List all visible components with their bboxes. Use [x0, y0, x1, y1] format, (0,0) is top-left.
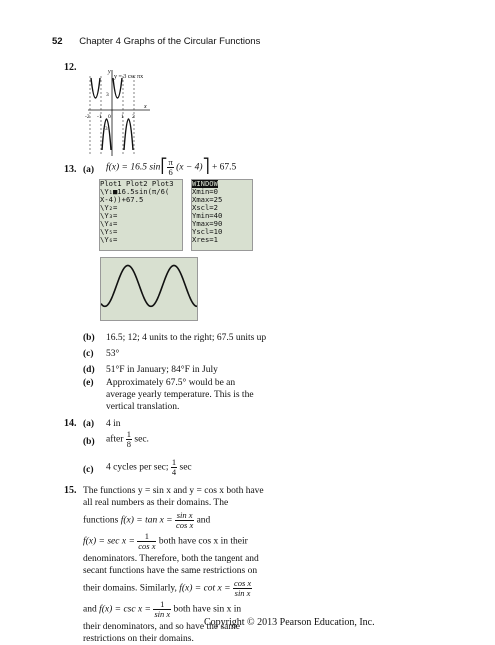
problem-15-number: 15. — [64, 485, 77, 496]
fraction — [137, 532, 156, 551]
equation-segment: f(x) = sec x = — [83, 536, 135, 547]
equation-fraction — [167, 158, 173, 177]
function-label: y = 3 csc πx — [114, 74, 144, 80]
copyright-footer: Copyright © 2013 Pearson Education, Inc. — [204, 617, 375, 628]
answer-13b: 16.5; 12; 4 units to the right; 67.5 units up — [106, 333, 267, 343]
text-line — [83, 579, 343, 598]
text-line: all real numbers as their domains. The — [83, 498, 229, 508]
calc-line: Xscl=2 — [192, 203, 218, 212]
fraction-numerator: cos x — [233, 578, 252, 588]
calculator-graph-screen — [100, 257, 198, 321]
text-segment: sec — [179, 462, 192, 473]
text-segment: after — [106, 434, 124, 445]
problem-14-number: 14. — [64, 418, 77, 429]
fraction — [171, 458, 177, 477]
text-segment: and — [83, 604, 97, 615]
part-label: (d) — [83, 365, 95, 375]
calc-line: Xres=1 — [192, 235, 218, 244]
calc-line: \Y₂= — [100, 203, 118, 212]
text-line: their denominators, and so have the same — [83, 622, 240, 632]
answer-14c — [106, 458, 192, 477]
answer-13e — [106, 377, 254, 413]
text-line: secant functions have the same restrictions on — [83, 566, 258, 576]
calc-line: Xmin=0 — [192, 187, 218, 196]
equation-segment: f(x) = tan x = — [120, 515, 173, 526]
calc-line: Xmax=25 — [192, 195, 223, 204]
answer-14b — [106, 430, 149, 449]
fraction-denominator: cos x — [138, 541, 156, 551]
x-tick: 0 — [108, 114, 111, 120]
text-segment: and — [196, 515, 211, 526]
text-line: vertical translation. — [106, 402, 180, 412]
answer-13d: 51°F in January; 84°F in July — [106, 365, 218, 375]
part-label: (b) — [83, 437, 95, 447]
x-tick: 1 — [121, 114, 124, 120]
text-line: restrictions on their domains. — [83, 634, 194, 644]
fraction-denominator: sin x — [154, 609, 171, 619]
calc-line: \Y₄= — [100, 219, 118, 228]
csc-branch — [124, 119, 133, 150]
fraction-denominator: 8 — [126, 439, 132, 449]
fraction-numerator: 1 — [153, 600, 171, 610]
fraction — [175, 511, 194, 530]
sine-curve — [101, 265, 197, 306]
calc-line: Yscl=10 — [192, 227, 223, 236]
text-line — [83, 511, 343, 530]
calc-line: \Y₅= — [100, 227, 118, 236]
x-axis-label: x — [144, 104, 147, 110]
answer-14a: 4 in — [106, 419, 121, 429]
calc-line: \Y₆= — [100, 235, 118, 244]
calc-line: Ymax=90 — [192, 219, 223, 228]
equation-segment: f(x) = csc x = — [99, 604, 151, 615]
text-line: denominators. Therefore, both the tangent and — [83, 554, 259, 564]
fraction-numerator: 1 — [137, 532, 156, 542]
text-segment: both have sin x in — [173, 604, 242, 615]
fraction-denominator: 6 — [168, 167, 173, 177]
text-line: Approximately 67.5° would be an — [106, 378, 236, 388]
calc-plot-tabs: Plot1 Plot2 Plot3 — [100, 179, 174, 188]
part-label: (c) — [83, 349, 94, 359]
text-segment: their domains. Similarly, — [83, 583, 177, 594]
part-label: (e) — [83, 378, 94, 388]
page-number: 52 — [52, 36, 63, 47]
y-tick: -3 — [103, 126, 108, 132]
csc-branch — [102, 119, 111, 150]
csc-branch — [91, 78, 100, 98]
calc-window-title: WINDOW — [192, 179, 218, 188]
text-segment: 4 cycles per sec; — [106, 462, 169, 473]
text-segment: both have cos x in their — [158, 536, 248, 547]
csc-branch — [113, 78, 122, 98]
fraction-numerator: 1 — [126, 429, 132, 439]
fraction-numerator: π — [168, 157, 173, 167]
fraction-denominator: 4 — [171, 467, 177, 477]
text-line: average yearly temperature. This is the — [106, 390, 254, 400]
fraction-denominator: cos x — [175, 520, 194, 530]
page-header — [52, 36, 260, 47]
problem-13-number: 13. — [64, 164, 77, 175]
x-tick: -2 — [85, 114, 90, 120]
fraction-numerator: sin x — [176, 510, 193, 520]
equation-inner: (x − 4) — [176, 162, 203, 173]
part-label: (b) — [83, 333, 95, 343]
text-segment: sec. — [134, 434, 149, 445]
calc-line: X-4))+67.5 — [100, 195, 144, 204]
fraction-numerator: 1 — [171, 457, 177, 467]
part-label: (c) — [83, 465, 94, 475]
equation-segment: f(x) = cot x = — [179, 583, 231, 594]
text-line: The functions y = sin x and y = cos x both have — [83, 486, 264, 496]
text-line — [83, 532, 343, 551]
equation-lhs: f(x) = 16.5 sin — [106, 162, 161, 173]
chapter-title: Chapter 4 Graphs of the Circular Functions — [79, 36, 261, 47]
y-axis-label: y — [108, 69, 111, 75]
part-label: (a) — [83, 419, 95, 429]
x-tick: -1 — [97, 114, 102, 120]
y-tick: 3 — [106, 92, 109, 98]
part-label: (a) — [83, 165, 95, 175]
fraction — [126, 430, 132, 449]
equation-13a: f(x) = 16.5 sin⎡ $\frac{\pi}{6}$ (x − 4)⎤ + 67.5 — [106, 157, 237, 177]
calculator-yeq-screen — [99, 179, 183, 251]
fraction — [153, 600, 171, 619]
csc-graph — [84, 66, 164, 158]
sine-graph — [101, 258, 197, 320]
calc-line: Ymin=40 — [192, 211, 223, 220]
fraction — [233, 579, 252, 598]
equation-rhs: + 67.5 — [211, 162, 237, 173]
fraction-denominator: sin x — [234, 588, 251, 598]
problem-12-number: 12. — [64, 62, 77, 73]
calc-line: \Y₁■16.5sin(π/6( — [100, 187, 170, 196]
calc-line: \Y₃= — [100, 211, 118, 220]
text-segment: functions — [83, 515, 119, 526]
calculator-window-screen — [191, 179, 253, 251]
answer-13c: 53° — [106, 349, 120, 359]
x-tick: 2 — [132, 114, 135, 120]
